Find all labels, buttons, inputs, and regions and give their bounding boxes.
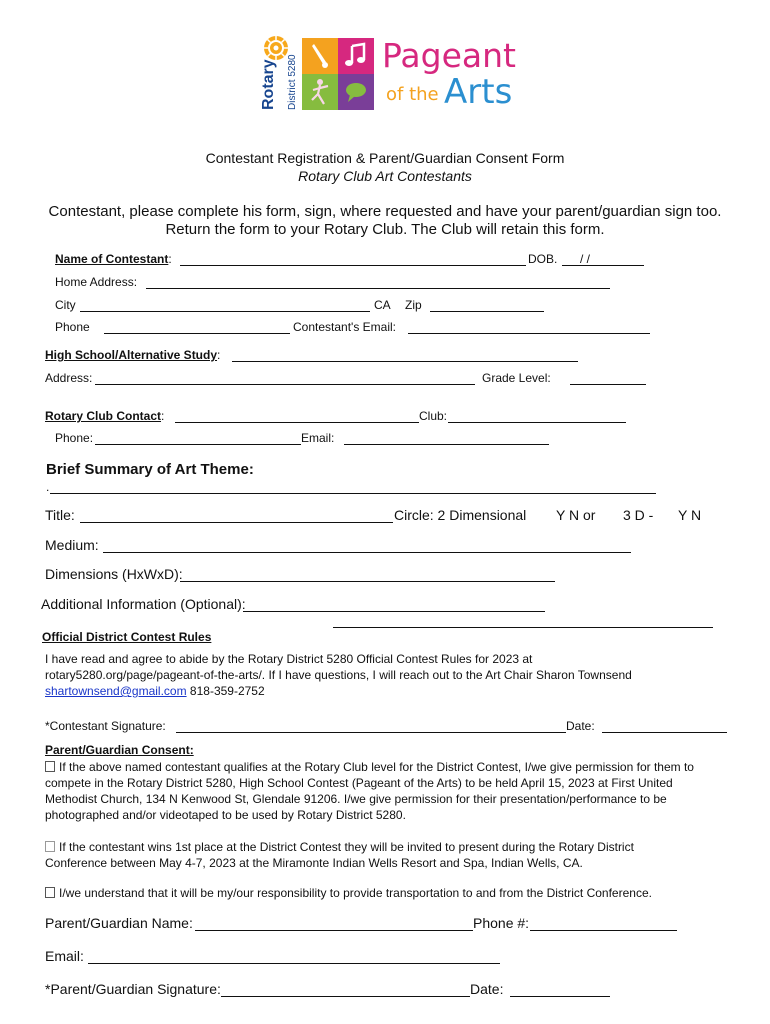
- club-label: Club:: [419, 409, 448, 423]
- guardian-phone-field[interactable]: [530, 930, 677, 931]
- guardian-name-field[interactable]: [195, 930, 473, 931]
- three-d-label: 3 D -: [623, 507, 654, 523]
- dob-field[interactable]: [562, 265, 644, 266]
- pageant-word: Pageant: [382, 36, 516, 75]
- guardian-phone-label: Phone #:: [473, 915, 530, 931]
- form-subtitle: Rotary Club Art Contestants: [298, 168, 472, 184]
- email-link[interactable]: shartownsend@gmail.com: [45, 684, 187, 698]
- dob-label: DOB.: [528, 252, 558, 266]
- dancer-icon: [308, 78, 332, 106]
- additional-info-field[interactable]: [243, 611, 545, 612]
- grade-level-field[interactable]: [570, 384, 646, 385]
- club-contact-label: Rotary Club Contact: [45, 409, 162, 423]
- contestant-signature-label: *Contestant Signature:: [45, 719, 166, 733]
- district-text: District 5280: [287, 54, 298, 110]
- state-value: CA: [374, 298, 391, 312]
- rules-line-2: rotary5280.org/page/pageant-of-the-arts/. If I have questions, I will reach out to the Art Chair Sharon Townsend: [45, 668, 632, 682]
- club-contact-field[interactable]: [175, 422, 419, 423]
- art-summary-field[interactable]: [50, 493, 656, 494]
- rules-line-1: I have read and agree to abide by the Rotary District 5280 Official Contest Rules for 2023 at: [45, 652, 533, 666]
- contestant-email-field[interactable]: [408, 333, 650, 334]
- contestant-date-field[interactable]: [602, 732, 727, 733]
- dimensions-label: Dimensions (HxWxD):: [45, 566, 183, 582]
- title-label: Title:: [45, 507, 75, 523]
- guardian-signature-label: *Parent/Guardian Signature:: [45, 981, 221, 997]
- school-label: High School/Alternative Study: [45, 348, 218, 362]
- guardian-date-field[interactable]: [510, 996, 610, 997]
- consent-paragraph-3: I/we understand that it will be my/our responsibility to provide transportation to and from the District Conference.: [59, 886, 652, 900]
- contestant-signature-field[interactable]: [176, 732, 566, 733]
- phone-field[interactable]: [104, 333, 290, 334]
- instruction-line-1: Contestant, please complete his form, sign, where requested and have your parent/guardian sign too.: [48, 203, 722, 220]
- two-d-yes-no[interactable]: Y N or: [556, 507, 596, 523]
- consent-checkbox-2[interactable]: [45, 841, 55, 852]
- rotary-text: Rotary: [260, 59, 277, 110]
- school-address-label: Address:: [45, 371, 93, 385]
- rules-heading: Official District Contest Rules: [42, 630, 212, 644]
- colon: :: [161, 409, 165, 423]
- form-title: Contestant Registration & Parent/Guardian Consent Form: [205, 150, 565, 166]
- city-field[interactable]: [80, 311, 370, 312]
- logo: [258, 30, 518, 114]
- home-address-field[interactable]: [146, 288, 610, 289]
- paintbrush-icon: [308, 42, 332, 70]
- grade-level-label: Grade Level:: [482, 371, 551, 385]
- medium-field[interactable]: [103, 552, 631, 553]
- guardian-date-label: Date:: [470, 981, 504, 997]
- phone-label: Phone: [55, 320, 90, 334]
- club-field[interactable]: [448, 422, 626, 423]
- dimensions-field[interactable]: [180, 581, 555, 582]
- art-summary-dot: .: [46, 480, 50, 494]
- zip-label: Zip: [405, 298, 422, 312]
- city-label: City: [55, 298, 76, 312]
- home-address-label: Home Address:: [55, 275, 138, 289]
- additional-info-label: Additional Information (Optional):: [41, 596, 246, 612]
- contestant-name-label: Name of Contestant: [55, 252, 169, 266]
- speech-bubble-icon: [344, 80, 368, 104]
- guardian-name-label: Parent/Guardian Name:: [45, 915, 193, 931]
- consent-checkbox-3[interactable]: [45, 887, 55, 898]
- circle-label: Circle: 2 Dimensional: [394, 507, 527, 523]
- contestant-email-label: Contestant's Email:: [293, 320, 397, 334]
- instruction-line-2: Return the form to your Rotary Club. The Club will retain this form.: [165, 221, 605, 238]
- contact-phone: 818-359-2752: [189, 684, 265, 698]
- club-phone-field[interactable]: [95, 444, 301, 445]
- school-field[interactable]: [232, 361, 578, 362]
- guardian-signature-field[interactable]: [221, 996, 470, 997]
- consent-heading: Parent/Guardian Consent:: [45, 743, 194, 757]
- contestant-date-label: Date:: [566, 719, 595, 733]
- zip-field[interactable]: [430, 311, 544, 312]
- additional-info-field-2[interactable]: [333, 627, 713, 628]
- arts-word: Arts: [444, 72, 513, 112]
- medium-label: Medium:: [45, 537, 99, 553]
- consent-checkbox-1[interactable]: [45, 761, 55, 772]
- dob-slashes: / /: [580, 252, 591, 266]
- music-note-icon: [344, 42, 368, 70]
- consent-paragraph-2: If the contestant wins 1st place at the District Contest they will be invited to present during the Rotary District Conference between May 4-7, 2023 at the Miramonte Indian Wells Resort and Spa, Indian Wells, CA.: [45, 840, 634, 870]
- title-field[interactable]: [80, 522, 393, 523]
- of-the-word: of the: [386, 84, 439, 105]
- contestant-name-field[interactable]: [180, 265, 526, 266]
- club-email-label: Email:: [301, 431, 335, 445]
- guardian-email-label: Email:: [45, 948, 84, 964]
- club-phone-label: Phone:: [55, 431, 94, 445]
- guardian-email-field[interactable]: [88, 963, 500, 964]
- colon: :: [168, 252, 172, 266]
- three-d-yes-no[interactable]: Y N: [678, 507, 702, 523]
- consent-paragraph-1: If the above named contestant qualifies at the Rotary Club level for the District Contest, I/we give permission for them to compete in the Rotary District 5280, High School Contest (Pageant of the Arts) to be held April 15, 2023 at First United Methodist Church, 134 N Kenwood St, Glendale 91206. I/we give permission for their presentation/performance to be photographed and/or videotaped to be used by Rotary District 5280.: [45, 760, 694, 822]
- colon: :: [217, 348, 221, 362]
- art-summary-heading: Brief Summary of Art Theme:: [46, 461, 254, 478]
- school-address-field[interactable]: [95, 384, 475, 385]
- club-email-field[interactable]: [344, 444, 549, 445]
